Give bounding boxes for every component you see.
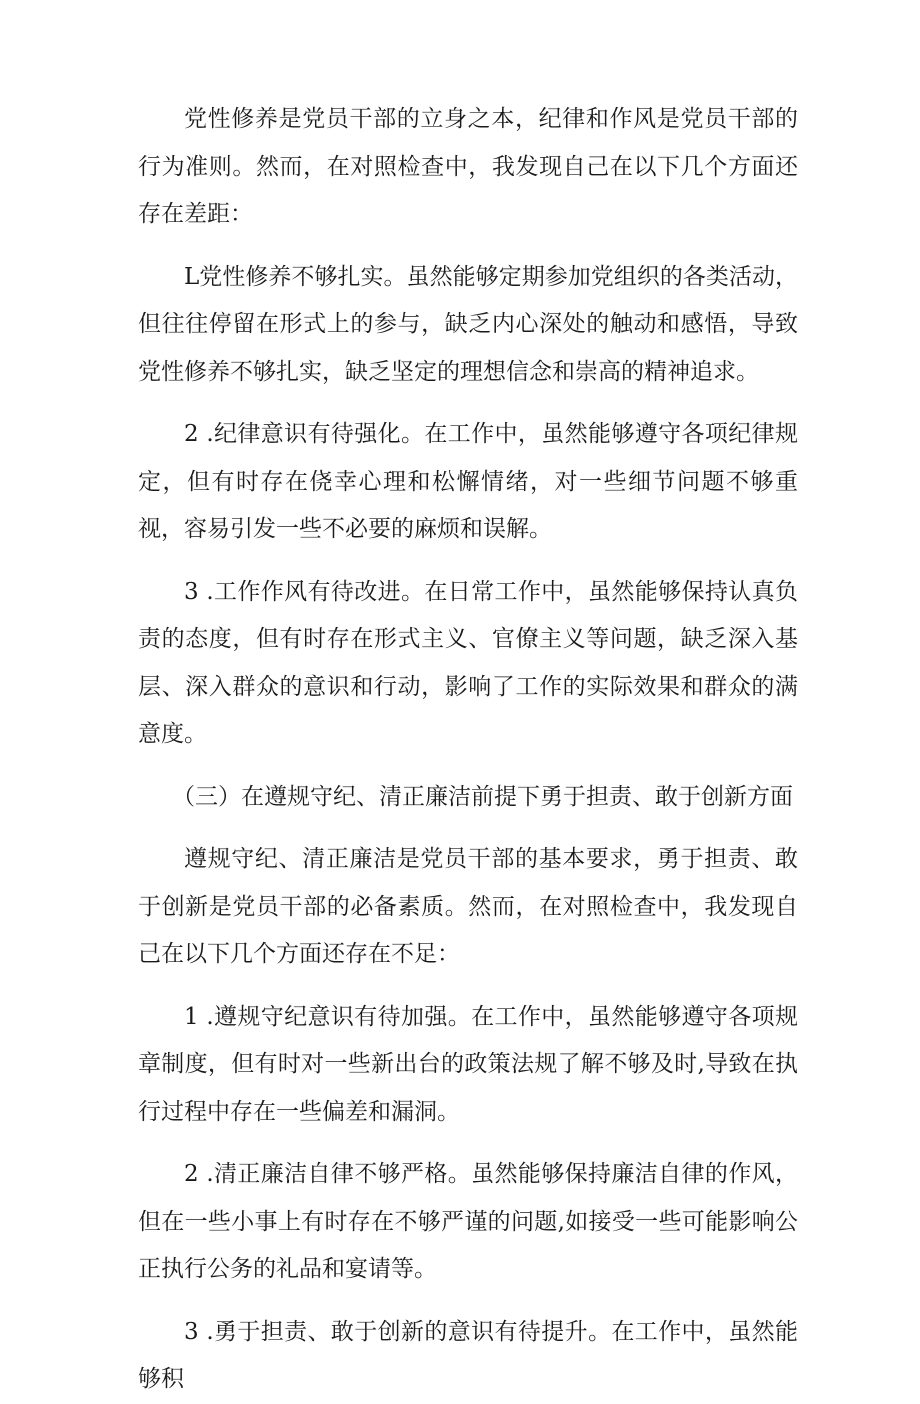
paragraph-item-3-innovation: 3 .勇于担责、敢于创新的意识有待提升。在工作中，虽然能够积 — [138, 1318, 798, 1392]
paragraph-gap — [138, 1136, 798, 1151]
document-body — [138, 96, 798, 1404]
paragraph-gap — [138, 759, 798, 774]
paragraph-item-1-party-spirit: L党性修养不够扎实。虽然能够定期参加党组织的各类活动，但往往停留在形式上的参与，缺乏内心深处的触动和感悟，导致党性修养不够扎实，缺乏坚定的理想信念和崇高的精神追求。 — [138, 263, 798, 385]
paragraph-gap — [138, 554, 798, 569]
paragraph-gap — [138, 821, 798, 836]
paragraph-item-1-rules: 1 .遵规守纪意识有待加强。在工作中，虽然能够遵守各项规章制度，但有时对一些新出台的政策法规了解不够及时,导致在执行过程中存在一些偏差和漏洞。 — [138, 1003, 798, 1125]
paragraph-gap — [138, 239, 798, 254]
paragraph-item-3-work-style: 3 .工作作风有待改进。在日常工作中，虽然能够保持认真负责的态度，但有时存在形式主义、官僚主义等问题，缺乏深入基层、深入群众的意识和行动，影响了工作的实际效果和群众的满意度。 — [138, 578, 798, 747]
paragraph-item-2-discipline: 2 .纪律意识有待强化。在工作中，虽然能够遵守各项纪律规定，但有时存在侥幸心理和松懈情绪，对一些细节问题不够重视，容易引发一些不必要的麻烦和误解。 — [138, 421, 798, 542]
paragraph-gap — [138, 396, 798, 411]
paragraph-intro-discipline: 党性修养是党员干部的立身之本，纪律和作风是党员干部的行为准则。然而，在对照检查中，我发现自己在以下几个方面还存在差距： — [138, 106, 798, 227]
paragraph-gap — [138, 1294, 798, 1309]
paragraph-gap — [138, 979, 798, 994]
paragraph-item-2-integrity: 2 .清正廉洁自律不够严格。虽然能够保持廉洁自律的作风，但在一些小事上有时存在不够严谨的问题,如接受一些可能影响公正执行公务的礼品和宴请等。 — [138, 1161, 798, 1282]
section-heading-three: （三）在遵规守纪、清正廉洁前提下勇于担责、敢于创新方面 — [172, 783, 793, 810]
paragraph-intro-integrity: 遵规守纪、清正廉洁是党员干部的基本要求，勇于担责、敢于创新是党员干部的必备素质。然而，在对照检查中，我发现自己在以下几个方面还存在不足： — [138, 846, 798, 967]
